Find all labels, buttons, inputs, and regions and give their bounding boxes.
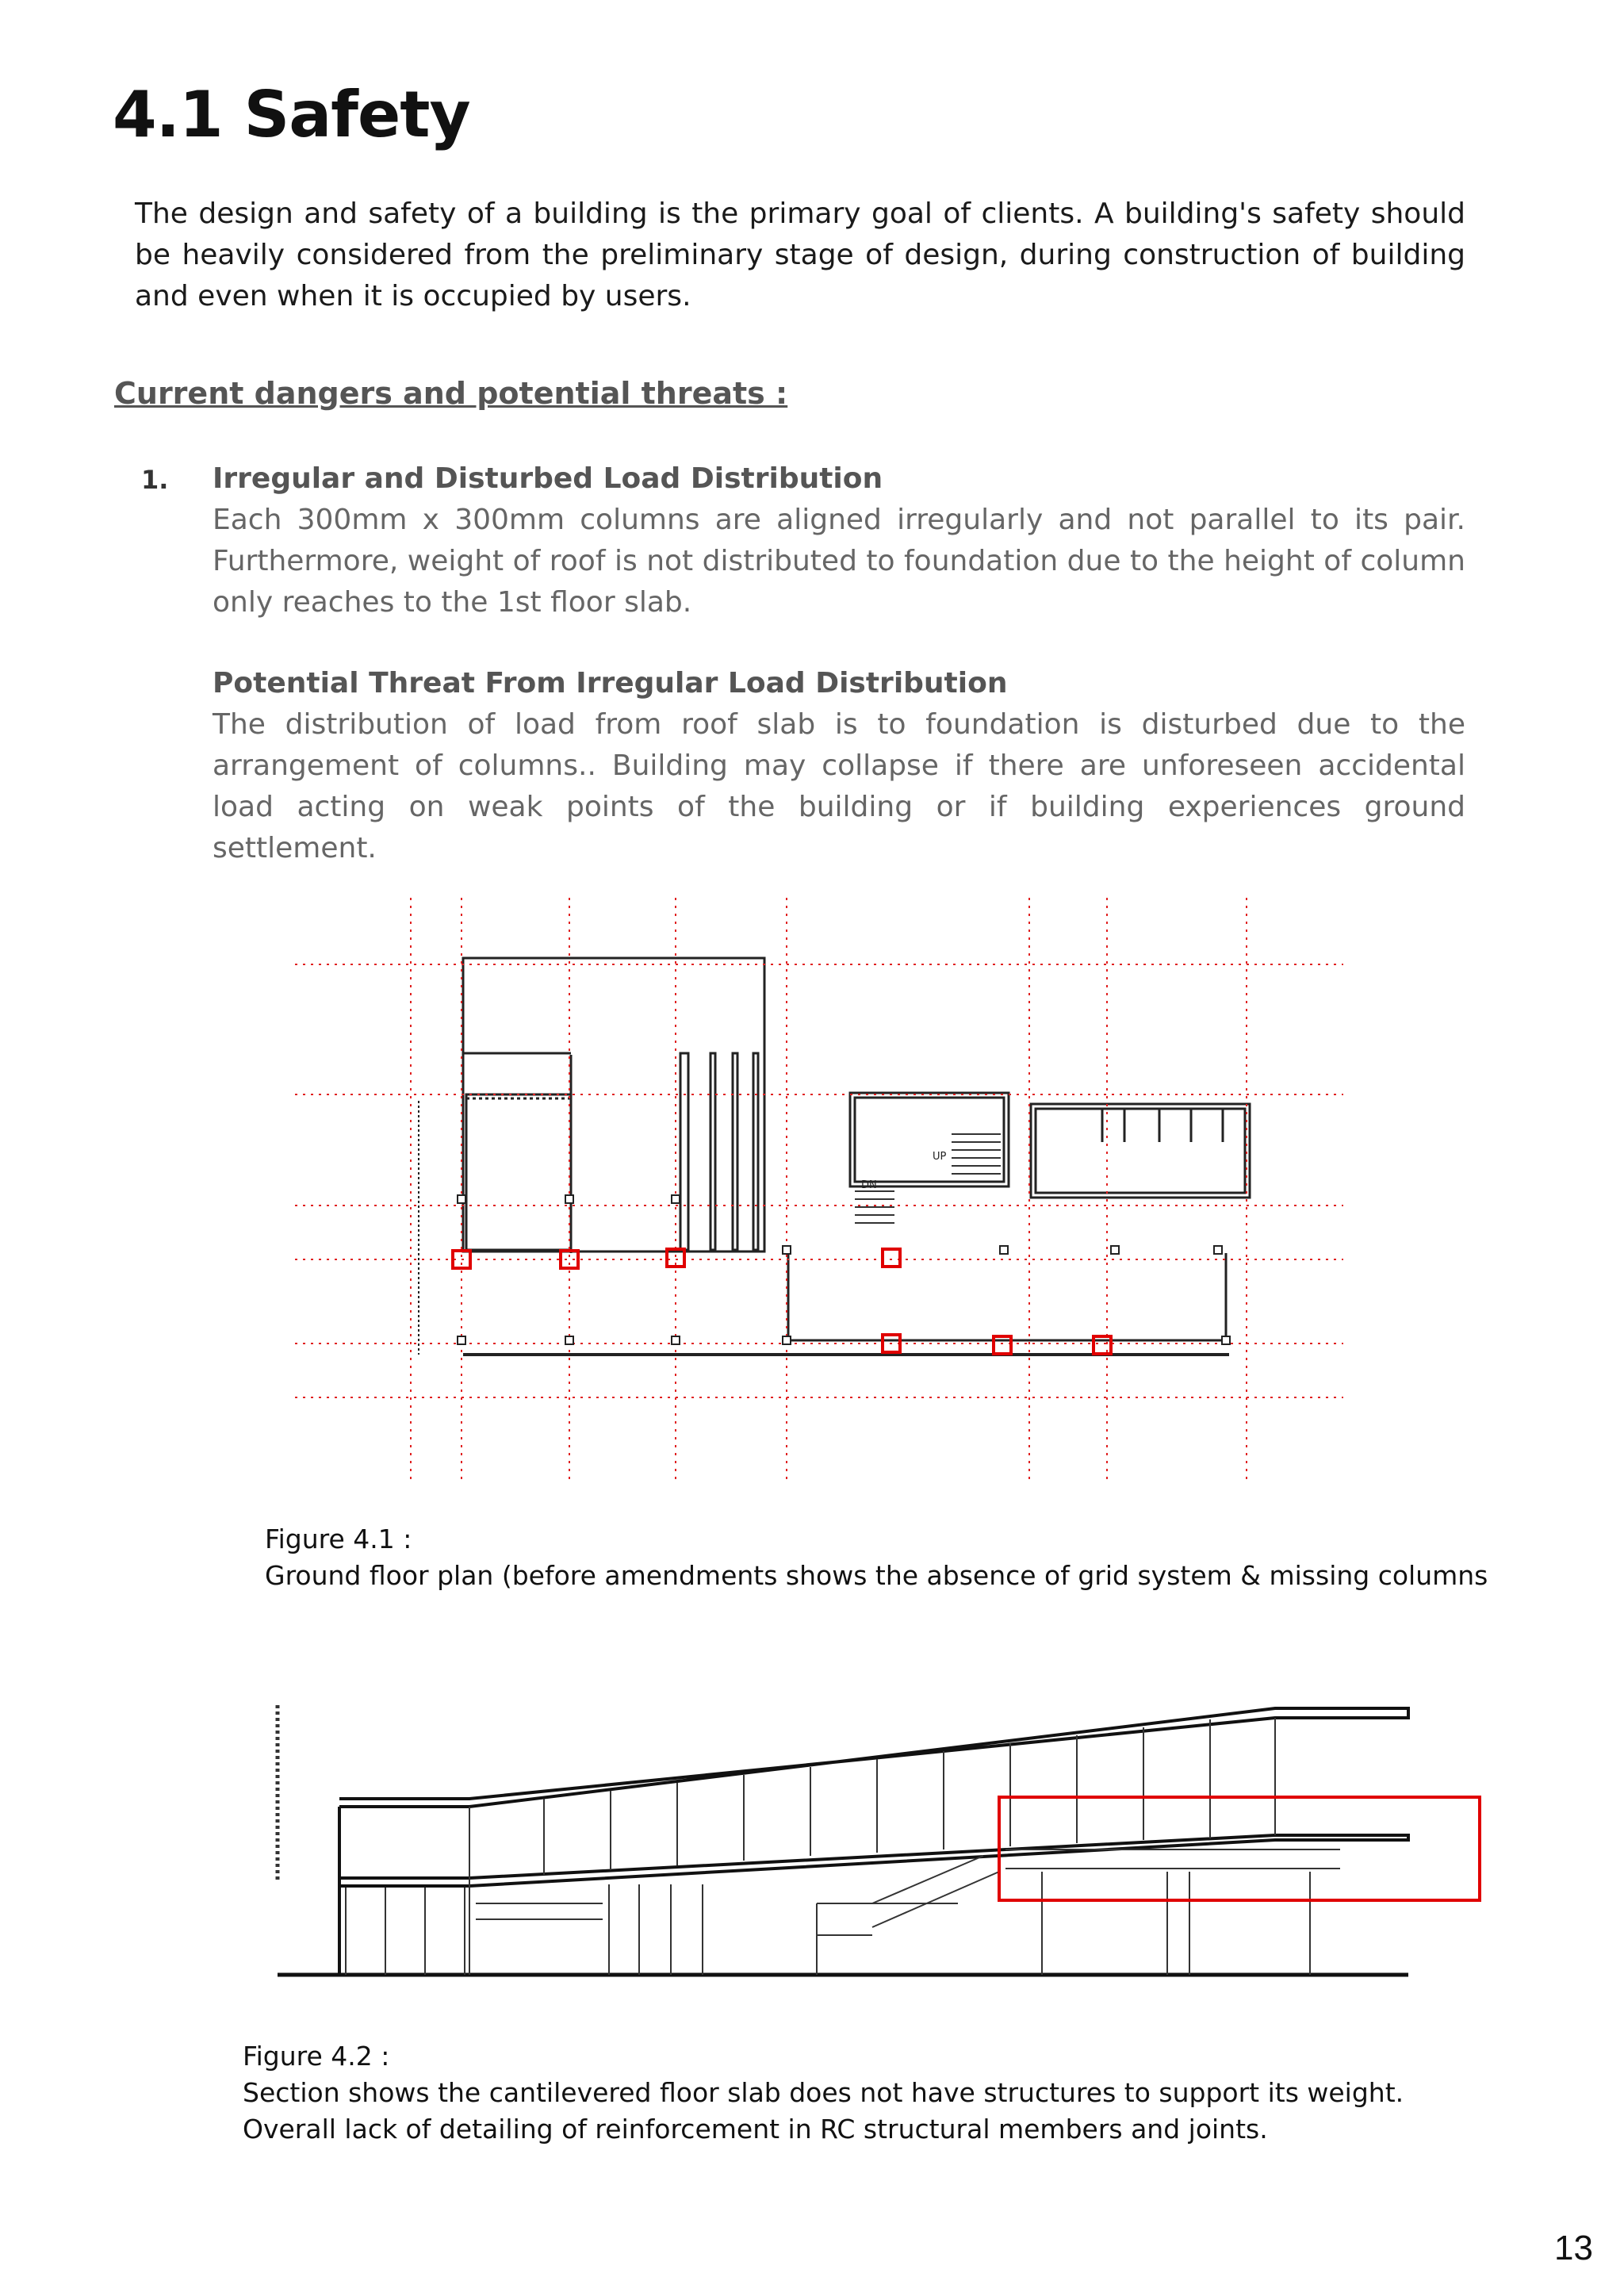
item-heading: Irregular and Disturbed Load Distribution: [213, 462, 883, 495]
stair-down-label: DN: [861, 1179, 877, 1191]
item-body: Each 300mm x 300mm columns are aligned irregularly and not parallel to its pair. Furthermore, weight of roof is not distributed to foundation due to the height of column only reaches to the 1st floor slab.: [213, 504, 1465, 619]
figure-caption-line-2: Overall lack of detailing of reinforcement in RC structural members and joints.: [243, 2114, 1268, 2145]
threat-heading: Potential Threat From Irregular Load Distribution: [213, 667, 1008, 700]
intro-paragraph: The design and safety of a building is the primary goal of clients. A building's safety should be heavily considered from the preliminary stage of design, during construction of building and even when it is occupied by users.: [135, 197, 1465, 312]
threat-body: The distribution of load from roof slab is to foundation is disturbed due to the arrangement of columns.. Building may collapse if there are unforeseen accidental load acting on weak points of the building or if building experiences ground settlement.: [213, 708, 1465, 864]
stair-up-label: UP: [933, 1151, 947, 1163]
list-number: 1.: [141, 465, 169, 495]
section-heading: Current dangers and potential threats :: [114, 376, 788, 411]
page-title: 4.1 Safety: [113, 78, 470, 151]
figure-label: Figure 4.2 :: [243, 2041, 390, 2072]
figure-caption: Ground floor plan (before amendments shows the absence of grid system & missing columns: [265, 1560, 1488, 1591]
page-number: 13: [1554, 2229, 1593, 2267]
figure-caption-line-1: Section shows the cantilevered floor slab does not have structures to support its weight.: [243, 2077, 1404, 2108]
figure-label: Figure 4.1 :: [265, 1524, 412, 1554]
figure-4-2-caption: [243, 2038, 1404, 2148]
